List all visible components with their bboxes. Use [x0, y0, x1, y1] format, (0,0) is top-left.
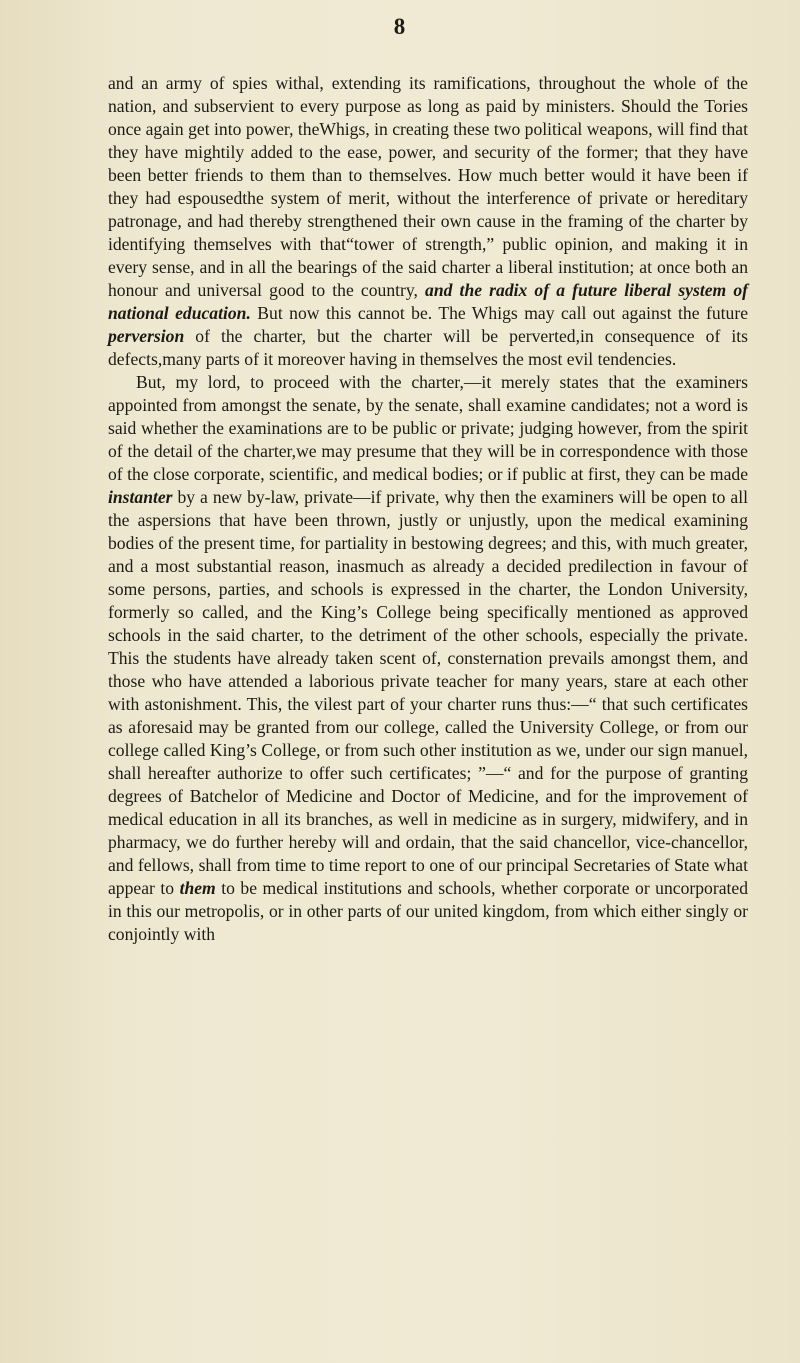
paragraph-1-run-3: But now this cannot be. The Whigs may call out against the future [250, 303, 749, 323]
page-number: 8 [393, 14, 407, 39]
paragraph-1-run-5: of the charter, but the charter will be perverted,in consequence of its defects,many parts of it moreover having in themselves the most evil tendencies. [108, 326, 748, 369]
paragraph-2-run-4: them [179, 878, 216, 898]
paragraph-1-run-4: perversion [108, 326, 185, 346]
paragraph-2-run-5: to be medical institutions and schools, whether corporate or uncorporated in this our metropolis, or in other parts of our united kingdom, from which either singly or conjointly with [108, 878, 748, 944]
paragraph-1-run-1: and an army of spies withal, extending its ramifications, throughout the whole of the nation, and subservient to every purpose as long as paid by ministers. Should the Tories once again get into power, theWhigs, in creating these two political weapons, will find that they have mightily added to the ease, power, and security of the former; that they have been better friends to them than to themselves. How much better would it have been if they had espousedthe system of merit, without the interference of private or hereditary patronage, and had thereby strengthened their own cause in the framing of the charter by identifying themselves with that“tower of strength,” public opinion, and making it in every sense, and in all the bearings of the said charter a liberal institution; at once both an honour and universal good to the country, [108, 73, 748, 300]
paragraph-1-run-2: and the radix of a future liberal system of national education. [108, 280, 748, 323]
paragraph-1 [108, 72, 748, 371]
body-text [108, 72, 748, 946]
paragraph-2-run-3: by a new by-law, private—if private, why then the examiners will be open to all the aspersions that have been thrown, justly or unjustly, upon the medical examining bodies of the present time, for partiality in bestowing degrees; and this, with much greater, and a most substantial reason, inasmuch as already a decided predilection in favour of some persons, parties, and schools is expressed in the charter, the London University, formerly so called, and the King’s College being specifically mentioned as approved schools in the said charter, to the detriment of the other schools, especially the private. This the students have already taken scent of, consternation prevails amongst them, and those who have attended a laborious private teacher for many years, stare at each other with astonishment. This, the vilest part of your charter runs thus:—“ that such certificates as aforesaid may be granted from our college, called the University College, or from our college called King’s College, or from such other institution as we, under our sign manuel, shall hereafter authorize to offer such certificates; ”—“ and for the purpose of granting degrees of Batchelor of Medicine and Doctor of Medicine, and for the improvement of medical education in all its branches, as well in medicine as in surgery, midwifery, and in pharmacy, we do further hereby will and ordain, that the said chancellor, vice-chancellor, and fellows, shall from time to time report to one of our principal Secretaries of State what appear to [108, 487, 748, 898]
paragraph-2-run-1: But, my lord, to proceed with the charter,—it merely states that the examiners appointed from amongst the senate, by the senate, shall examine candidates; not a word is said whether the examinations are to be public or private; judging however, from the spirit of the detail of the charter,we may presume that they will be in correspondence with those of the close corporate, scientific, and medical bodies; or if public at first, they can be made [108, 372, 748, 484]
paragraph-2 [108, 371, 748, 946]
paragraph-2-run-2: instanter [108, 487, 173, 507]
